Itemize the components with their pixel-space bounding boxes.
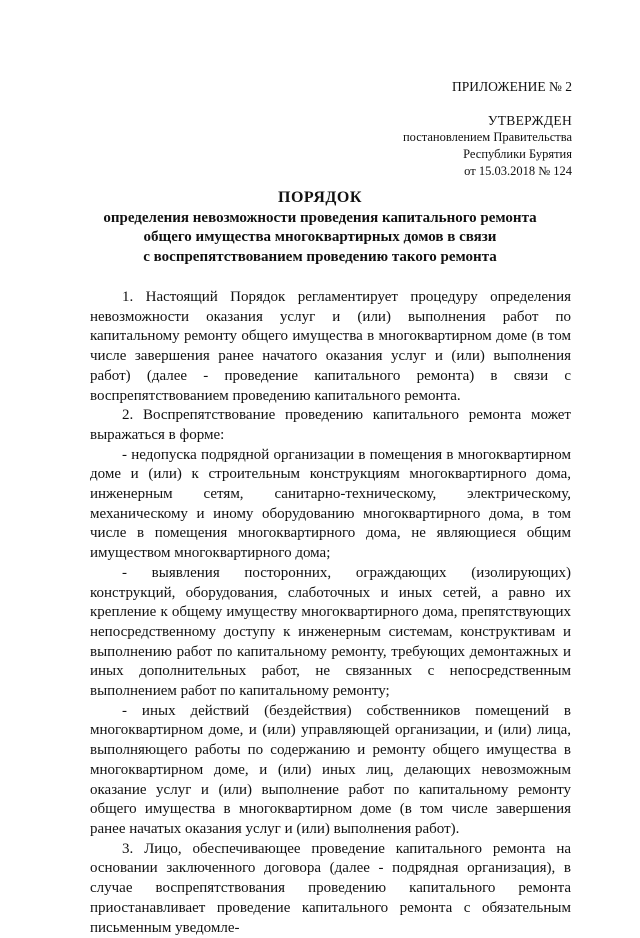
republic-line: Республики Бурятия: [463, 147, 572, 161]
title-main: ПОРЯДОК: [278, 189, 362, 206]
document-title: [70, 188, 570, 267]
document-body: [90, 288, 571, 938]
paragraph-2: 2. Воспрепятствование проведению капитального ремонта может выражаться в форме:: [90, 407, 571, 443]
title-line-1: определения невозможности проведения капитального ремонта: [103, 209, 537, 226]
paragraph-5: - иных действий (бездействия) собственников помещений в многоквартирном доме, и (или) управляющей организации, и (или) лица, выполняющего работы по содержанию и ремонту общего имущества в многоквартирном доме, и (или) иных лиц, делающих невозможным оказание услуг и (или) выполнение работ по капитальному ремонту общего имущества в многоквартирном доме (в том числе завершения ранее начатых оказания услуг и (или) выполнения работ).: [90, 702, 571, 837]
paragraph-1: 1. Настоящий Порядок регламентирует процедуру определения невозможности оказания услуг и (или) выполнения работ по капитальному ремонту общего имущества в многоквартирном доме (в том числе завершения ранее начатого оказания услуг и (или) выполнения работ) (далее - проведение капитального ремонта) в связи с воспрепятствованием проведению капитального ремонта.: [90, 289, 571, 404]
paragraph-6: 3. Лицо, обеспечивающее проведение капитального ремонта на основании заключенного договора (далее - подрядная организация), в случае воспрепятствования проведению капитального ремонта приостанавливает проведение капитального ремонта с обязательным письменным уведомле-: [90, 840, 571, 936]
date-number-line: от 15.03.2018 № 124: [464, 164, 572, 178]
title-line-2: общего имущества многоквартирных домов в связи: [143, 229, 497, 245]
title-line-3: с воспрепятствованием проведению такого ремонта: [143, 248, 497, 265]
appendix-number: ПРИЛОЖЕНИЕ № 2: [451, 79, 572, 94]
paragraph-4: - выявления посторонних, ограждающих (изолирующих) конструкций, оборудования, слаботочных и иных сетей, а равно их крепление к общему имуществу многоквартирного дома, препятствующих непосредственному доступу к инженерным системам, конструктивам и выполнению работ по капитальному ремонту, требующих демонтажных и иных дополнительных работ, не связанных с непосредственным выполнением работ по капитальному ремонту;: [90, 564, 571, 700]
approval-block: [403, 112, 572, 180]
approved-label: УТВЕРЖДЕН: [487, 113, 572, 128]
resolution-line: постановлением Правительства: [402, 130, 572, 144]
paragraph-3: - недопуска подрядной организации в помещения в многоквартирном доме и (или) к строительным конструкциям многоквартирного дома, инженерным сетям, санитарно-техническому, электрическому, механическому и иному оборудованию многоквартирного дома, в том числе в помещения многоквартирного дома, не являющиеся общим имуществом многоквартирного дома;: [90, 446, 571, 562]
